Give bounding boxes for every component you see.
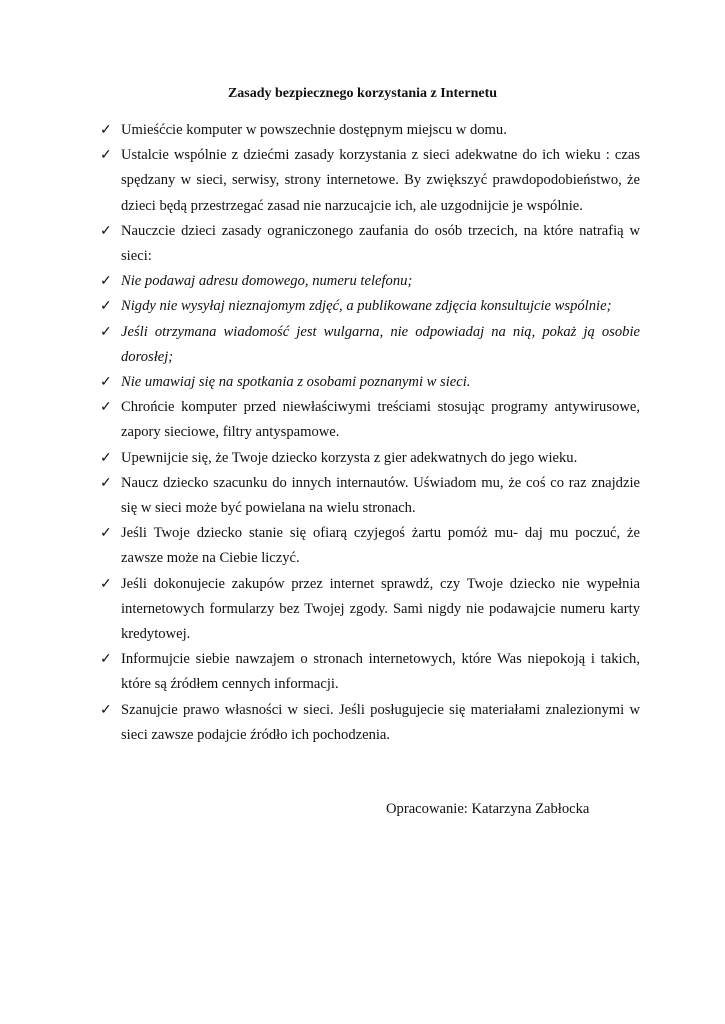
checkmark-icon: ✓ [100,223,112,239]
list-item-text: Jeśli Twoje dziecko stanie się ofiarą czyjegoś żartu pomóż mu- daj mu poczuć, że zawsze może na Ciebie liczyć. [121,525,640,567]
list-item [100,521,640,571]
checkmark-icon: ✓ [100,450,112,466]
rules-list [100,118,640,748]
list-item [100,320,640,370]
list-item-text: Nie podawaj adresu domowego, numeru telefonu; [121,273,413,290]
checkmark-icon: ✓ [100,375,112,391]
checkmark-icon: ✓ [100,475,112,491]
checkmark-icon: ✓ [100,123,112,138]
document-title: Zasady bezpiecznego korzystania z Internetu [227,86,498,101]
list-item [100,143,640,219]
list-item [100,698,640,748]
list-item-text: Nie umawiaj się na spotkania z osobami poznanymi w sieci. [121,374,471,391]
list-item [100,219,640,269]
list-item-text: Naucz dziecko szacunku do innych internautów. Uświadom mu, że coś co raz znajdzie się w sieci może być powielana na wielu stronach. [121,474,640,517]
checkmark-icon: ✓ [100,274,112,290]
list-item [100,395,640,445]
checkmark-icon: ✓ [100,576,112,592]
list-item [100,269,640,294]
author-signature: Opracowanie: Katarzyna Zabłocka [386,801,590,817]
list-item [100,118,640,143]
list-item [100,572,640,648]
list-item [100,370,640,395]
checkmark-icon: ✓ [100,324,112,340]
list-item-text: Nauczcie dzieci zasady ograniczonego zaufania do osób trzecich, na które natrafią w sieci: [121,222,640,265]
checkmark-icon: ✓ [100,652,112,668]
list-item-text: Chrońcie komputer przed niewłaściwymi treściami stosując programy antywirusowe, zapory sieciowe, filtry antyspamowe. [121,399,640,441]
list-item-text: Szanujcie prawo własności w sieci. Jeśli posługujecie się materiałami znalezionymi w sieci zawsze podajcie źródło ich pochodzenia. [121,701,640,743]
checkmark-icon: ✓ [100,400,112,416]
checkmark-icon: ✓ [100,702,112,718]
checkmark-icon: ✓ [100,526,112,542]
list-item-text: Nigdy nie wysyłaj nieznajomym zdjęć, a publikowane zdjęcia konsultujcie wspólnie; [121,298,612,315]
checkmark-icon: ✓ [100,148,112,164]
list-item-text: Jeśli dokonujecie zakupów przez internet sprawdź, czy Twoje dziecko nie wypełnia internetowych formularzy bez Twojej zgody. Sami nigdy nie podawajcie numeru karty kredytowej. [121,575,640,643]
list-item-text: Jeśli otrzymana wiadomość jest wulgarna, nie odpowiadaj na nią, pokaż ją osobie dorosłej; [121,323,640,365]
list-item [100,471,640,521]
list-item [100,446,640,471]
list-item-text: Upewnijcie się, że Twoje dziecko korzysta z gier adekwatnych do jego wieku. [121,449,578,466]
checkmark-icon: ✓ [100,299,112,315]
list-item-text: Informujcie siebie nawzajem o stronach internetowych, które Was niepokoją i takich, które są źródłem cennych informacji. [121,651,640,693]
list-item-text: Umieśćcie komputer w powszechnie dostępnym miejscu w domu. [121,122,507,138]
list-item-text: Ustalcie wspólnie z dziećmi zasady korzystania z sieci adekwatne do ich wieku : czas spędzany w sieci, serwisy, strony internetowe. By zwiększyć prawdopodobieństwo, że dzieci będą przestrzegać zasad nie narzucajcie ich, ale uzgodnijcie je wspólnie. [121,147,640,214]
list-item [100,647,640,697]
list-item [100,294,640,319]
